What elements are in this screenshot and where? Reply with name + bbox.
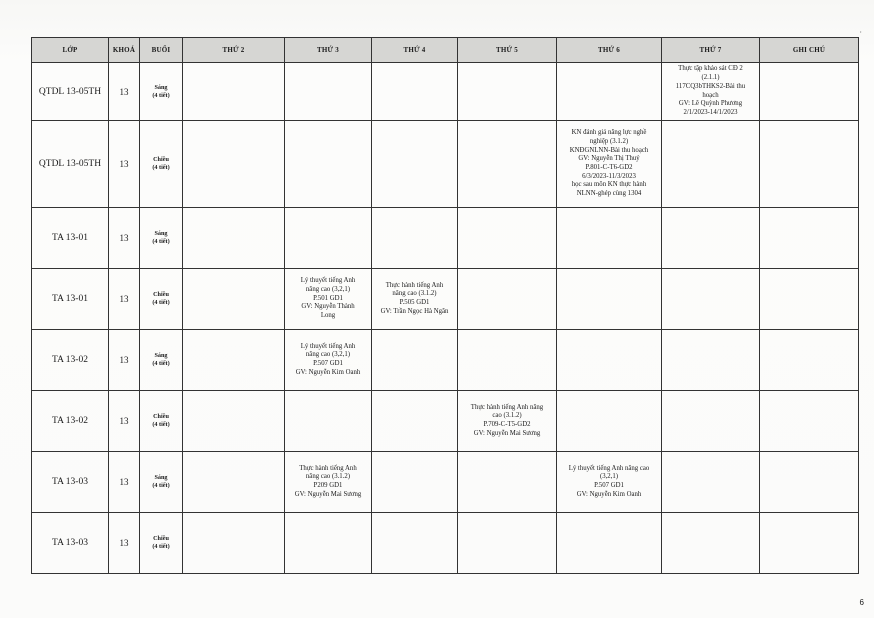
schedule-line: KNĐGNLNN-Bài thu hoạch bbox=[569, 146, 649, 154]
session-line: (4 tiết) bbox=[152, 299, 170, 306]
schedule-line: Thực tập khảo sát CĐ 2 bbox=[678, 65, 743, 73]
schedule-line: GV: Nguyễn Kim Oanh bbox=[295, 368, 361, 376]
schedule-line: (3,2,1) bbox=[599, 473, 619, 481]
schedule-cell-thu4 bbox=[372, 208, 458, 269]
schedule-line: GV: Trần Ngọc Hà Ngân bbox=[380, 307, 449, 315]
schedule-cell-thu5 bbox=[458, 452, 557, 513]
schedule-line: Thực hành tiếng Anh nâng bbox=[470, 403, 544, 411]
header-thu7: THỨ 7 bbox=[662, 38, 760, 63]
timetable bbox=[31, 37, 859, 574]
schedule-line: Lý thuyết tiếng Anh bbox=[300, 342, 356, 350]
schedule-line: hoạch bbox=[702, 91, 719, 99]
schedule-cell-ghichu bbox=[760, 330, 859, 391]
table-body bbox=[32, 63, 859, 574]
schedule-cell-ghichu bbox=[760, 452, 859, 513]
schedule-line: P209 GD1 bbox=[313, 482, 343, 489]
course-cell: 13 bbox=[109, 452, 140, 513]
schedule-line: nâng cao (3,2,1) bbox=[305, 351, 351, 359]
schedule-cell-thu2 bbox=[183, 121, 285, 208]
schedule-cell-thu3 bbox=[285, 452, 372, 513]
schedule-cell-ghichu bbox=[760, 208, 859, 269]
schedule-cell-thu5 bbox=[458, 208, 557, 269]
schedule-line: P.801-C-T6-GD2 bbox=[585, 164, 633, 171]
session-line: Sáng bbox=[154, 474, 168, 482]
schedule-line: cao (3.1.2) bbox=[492, 412, 522, 420]
header-ghichu: GHI CHÚ bbox=[760, 38, 859, 63]
schedule-cell-thu5 bbox=[458, 269, 557, 330]
schedule-line: P.709-C-T5-GD2 bbox=[483, 421, 531, 428]
session-line: Chiều bbox=[153, 156, 169, 164]
page-number: 6 bbox=[859, 598, 864, 607]
schedule-cell-thu7 bbox=[662, 391, 760, 452]
session-line: Chiều bbox=[153, 413, 169, 421]
schedule-line: GV: Nguyễn Kim Oanh bbox=[576, 490, 642, 498]
schedule-cell-thu2 bbox=[183, 330, 285, 391]
schedule-cell-ghichu bbox=[760, 63, 859, 121]
schedule-cell-thu3 bbox=[285, 391, 372, 452]
session-line: Sáng bbox=[154, 352, 168, 360]
schedule-cell-thu5 bbox=[458, 391, 557, 452]
schedule-line: KN đánh giá năng lực nghề bbox=[571, 129, 647, 137]
scan-mark: · bbox=[859, 28, 862, 37]
session-line: (4 tiết) bbox=[152, 238, 170, 245]
schedule-cell-thu3 bbox=[285, 513, 372, 574]
schedule-cell-thu6 bbox=[557, 391, 662, 452]
schedule-cell-ghichu bbox=[760, 121, 859, 208]
schedule-cell-thu6 bbox=[557, 269, 662, 330]
schedule-cell-thu5 bbox=[458, 330, 557, 391]
schedule-cell-thu2 bbox=[183, 269, 285, 330]
schedule-cell-thu5 bbox=[458, 513, 557, 574]
schedule-cell-thu7 bbox=[662, 330, 760, 391]
session-cell bbox=[140, 63, 183, 121]
schedule-cell-thu3 bbox=[285, 121, 372, 208]
schedule-cell-thu2 bbox=[183, 208, 285, 269]
session-cell bbox=[140, 452, 183, 513]
schedule-cell-thu4 bbox=[372, 63, 458, 121]
table-row bbox=[32, 63, 859, 121]
session-cell bbox=[140, 513, 183, 574]
schedule-cell-thu4 bbox=[372, 121, 458, 208]
schedule-line: Lý thuyết tiếng Anh bbox=[300, 277, 356, 285]
schedule-line: học sau môn KN thực hành bbox=[571, 181, 647, 189]
class-name-cell: TA 13-03 bbox=[32, 452, 109, 513]
header-thu2: THỨ 2 bbox=[183, 38, 285, 63]
course-cell: 13 bbox=[109, 513, 140, 574]
schedule-line: nâng cao (3.1.2) bbox=[392, 290, 437, 298]
schedule-line: nghiệp (3.1.2) bbox=[589, 137, 629, 145]
schedule-line: Long bbox=[320, 312, 336, 320]
class-name-cell: TA 13-01 bbox=[32, 208, 109, 269]
schedule-cell-thu7 bbox=[662, 452, 760, 513]
schedule-cell-ghichu bbox=[760, 269, 859, 330]
schedule-line: Thực hành tiếng Anh bbox=[385, 281, 444, 289]
schedule-cell-thu4 bbox=[372, 513, 458, 574]
schedule-cell-thu6 bbox=[557, 452, 662, 513]
schedule-cell-thu6 bbox=[557, 63, 662, 121]
schedule-cell-thu6 bbox=[557, 330, 662, 391]
course-cell: 13 bbox=[109, 391, 140, 452]
table-row bbox=[32, 391, 859, 452]
schedule-cell-thu4 bbox=[372, 452, 458, 513]
course-cell: 13 bbox=[109, 269, 140, 330]
schedule-cell-thu3 bbox=[285, 208, 372, 269]
schedule-cell-thu4 bbox=[372, 269, 458, 330]
session-line: (4 tiết) bbox=[152, 164, 170, 171]
schedule-cell-thu7 bbox=[662, 121, 760, 208]
session-line: Chiều bbox=[153, 535, 169, 543]
session-cell bbox=[140, 121, 183, 208]
session-cell bbox=[140, 269, 183, 330]
schedule-cell-thu7 bbox=[662, 269, 760, 330]
session-line: Sáng bbox=[154, 83, 168, 91]
session-line: (4 tiết) bbox=[152, 482, 170, 489]
schedule-cell-thu7 bbox=[662, 513, 760, 574]
class-name-cell: TA 13-02 bbox=[32, 391, 109, 452]
schedule-cell-thu6 bbox=[557, 513, 662, 574]
class-name-cell: TA 13-01 bbox=[32, 269, 109, 330]
schedule-cell-thu3 bbox=[285, 63, 372, 121]
schedule-cell-thu3 bbox=[285, 269, 372, 330]
schedule-cell-ghichu bbox=[760, 513, 859, 574]
schedule-line: P.507 GD1 bbox=[313, 360, 343, 367]
schedule-cell-thu7 bbox=[662, 63, 760, 121]
session-line: (4 tiết) bbox=[152, 91, 170, 99]
schedule-cell-thu3 bbox=[285, 330, 372, 391]
schedule-cell-thu2 bbox=[183, 452, 285, 513]
class-name-cell: TA 13-02 bbox=[32, 330, 109, 391]
session-cell bbox=[140, 208, 183, 269]
class-name-cell: QTDL 13-05TH bbox=[32, 63, 109, 121]
header-khoa: KHOÁ bbox=[109, 38, 140, 63]
schedule-cell-thu2 bbox=[183, 63, 285, 121]
schedule-line: GV: Lê Quỳnh Phương bbox=[678, 100, 743, 108]
schedule-cell-ghichu bbox=[760, 391, 859, 452]
session-line: Sáng bbox=[154, 230, 168, 238]
header-buoi: BUỔI bbox=[140, 38, 183, 63]
session-line: (4 tiết) bbox=[152, 543, 170, 550]
table-row bbox=[32, 513, 859, 574]
table-row bbox=[32, 269, 859, 330]
course-cell: 13 bbox=[109, 330, 140, 391]
header-thu3: THỨ 3 bbox=[285, 38, 372, 63]
header-thu6: THỨ 6 bbox=[557, 38, 662, 63]
schedule-cell-thu2 bbox=[183, 391, 285, 452]
schedule-cell-thu5 bbox=[458, 63, 557, 121]
schedule-line: 2/1/2023-14/1/2023 bbox=[683, 108, 738, 116]
schedule-line: Thực hành tiếng Anh bbox=[299, 464, 357, 472]
table-row bbox=[32, 452, 859, 513]
course-cell: 13 bbox=[109, 121, 140, 208]
schedule-cell-thu4 bbox=[372, 330, 458, 391]
header-lop: LỚP bbox=[32, 38, 109, 63]
session-line: (4 tiết) bbox=[152, 360, 170, 367]
schedule-line: P.505 GD1 bbox=[399, 299, 430, 306]
schedule-line: (2.1.1) bbox=[701, 74, 720, 82]
class-name-cell: TA 13-03 bbox=[32, 513, 109, 574]
schedule-line: GV: Nguyễn Mai Sương bbox=[294, 490, 362, 498]
schedule-line: GV: Nguyễn Thị Thuý bbox=[578, 155, 640, 163]
schedule-line: 117CQ3bTHKS2-Bài thu bbox=[675, 82, 746, 90]
schedule-cell-thu2 bbox=[183, 513, 285, 574]
schedule-cell-thu6 bbox=[557, 121, 662, 208]
schedule-line: nâng cao (3.1.2) bbox=[305, 473, 351, 481]
schedule-line: 6/3/2023-11/3/2023 bbox=[582, 172, 636, 180]
schedule-cell-thu5 bbox=[458, 121, 557, 208]
schedule-line: NLNN-ghép cùng 1304 bbox=[576, 190, 642, 198]
schedule-cell-thu6 bbox=[557, 208, 662, 269]
schedule-line: P.507 GD1 bbox=[594, 482, 624, 489]
course-cell: 13 bbox=[109, 63, 140, 121]
schedule-line: GV: Nguyễn Mai Sương bbox=[473, 429, 541, 437]
schedule-line: GV: Nguyễn Thành bbox=[301, 303, 355, 311]
schedule-cell-thu4 bbox=[372, 391, 458, 452]
session-line: (4 tiết) bbox=[152, 421, 170, 428]
schedule-line: P.501 GD1 bbox=[313, 294, 343, 302]
session-cell bbox=[140, 391, 183, 452]
schedule-line: Lý thuyết tiếng Anh nâng cao bbox=[568, 464, 650, 472]
header-thu5: THỨ 5 bbox=[458, 38, 557, 63]
table-row bbox=[32, 208, 859, 269]
course-cell: 13 bbox=[109, 208, 140, 269]
table-header bbox=[32, 38, 859, 63]
table-row bbox=[32, 121, 859, 208]
session-line: Chiều bbox=[153, 291, 169, 299]
schedule-line: nâng cao (3,2,1) bbox=[305, 285, 351, 293]
session-cell bbox=[140, 330, 183, 391]
header-thu4: THỨ 4 bbox=[372, 38, 458, 63]
table-row bbox=[32, 330, 859, 391]
class-name-cell: QTDL 13-05TH bbox=[32, 121, 109, 208]
schedule-cell-thu7 bbox=[662, 208, 760, 269]
